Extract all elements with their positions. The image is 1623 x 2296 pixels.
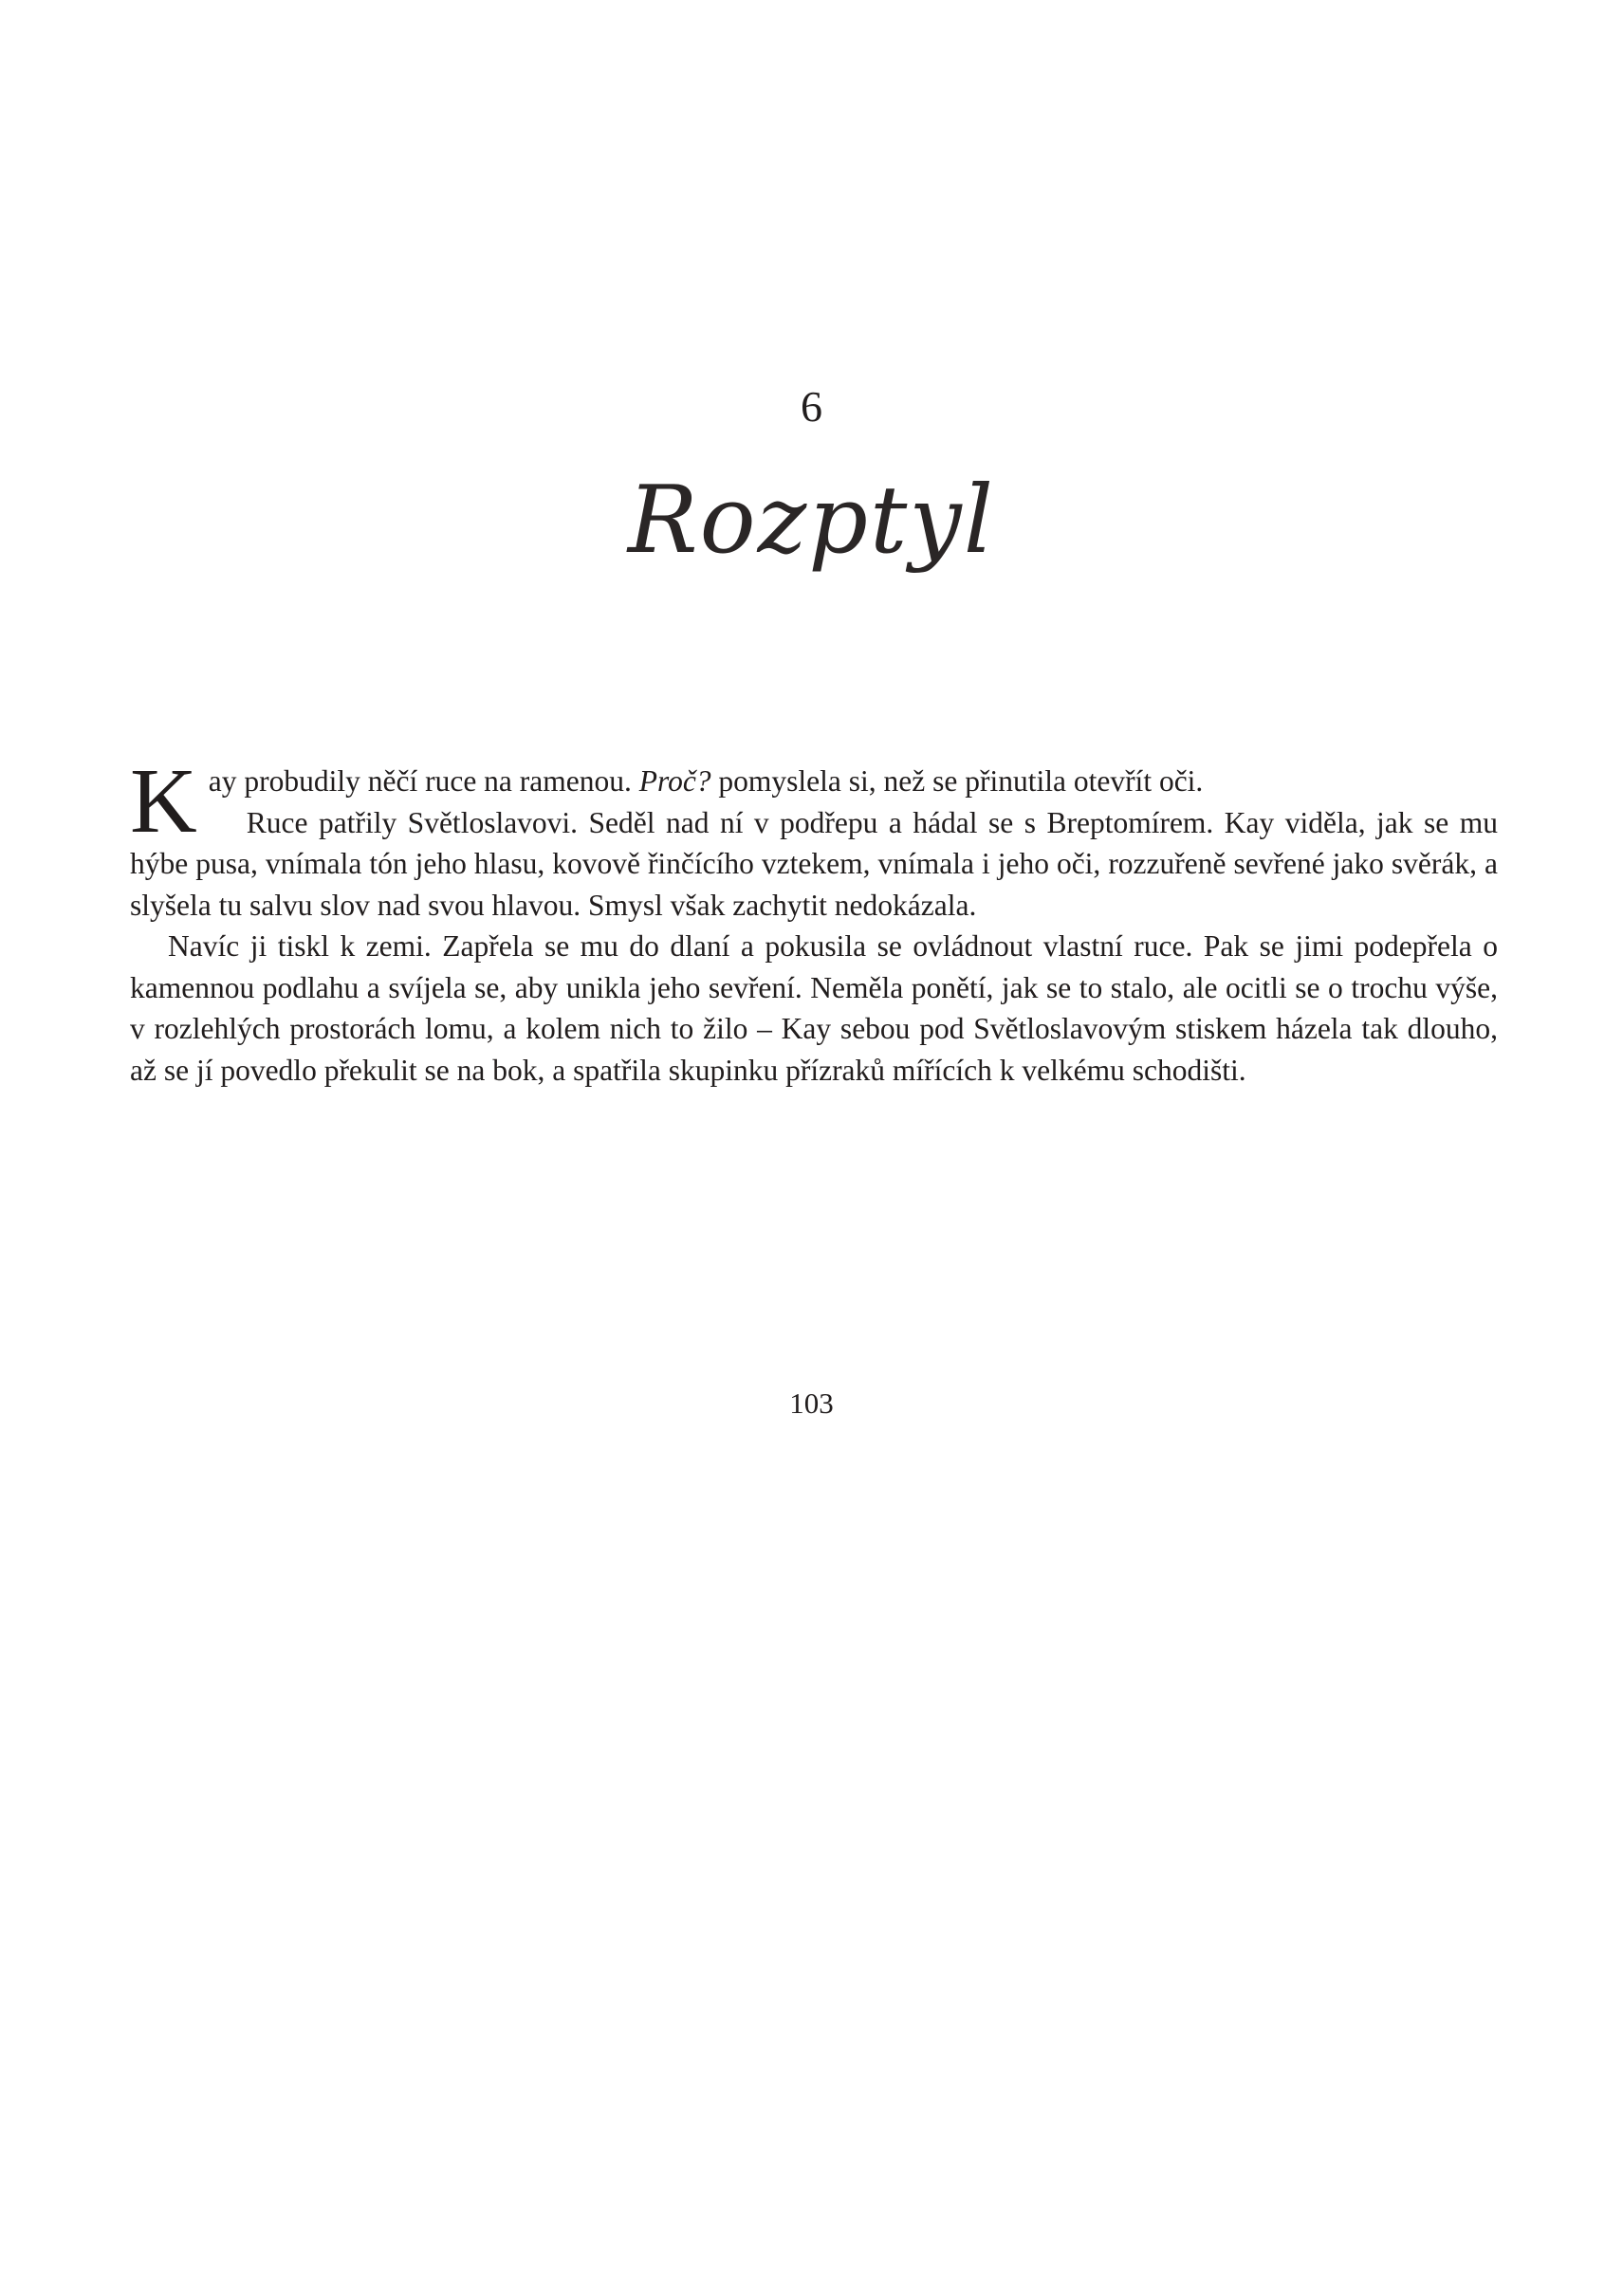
chapter-number: 6 xyxy=(801,382,822,431)
paragraph-opening xyxy=(130,750,1498,853)
chapter-title: Rozptyl xyxy=(627,467,996,575)
drop-cap: K xyxy=(130,750,197,853)
paragraph-text: pomyslela si, než se přinutila otevřít oči. xyxy=(710,764,1204,798)
italic-phrase: Proč? xyxy=(638,764,711,798)
paragraph-text: ay probudily něčí ruce na ramenou. xyxy=(208,764,639,798)
body-text xyxy=(130,750,1498,1091)
paragraph: Navíc ji tiskl k zemi. Zapřela se mu do dlaní a pokusila se ovládnout vlastní ruce. Pak se jimi podepřela o kamennou podlahu a svíjela se, aby unikla jeho sevření. Neměla ponětí, jak se to stalo, ale ocitli se o trochu výše, v rozlehlých prostorách lomu, a kolem nich to žilo – Kay sebou pod Světloslavovým stiskem házela tak dlouho, až se jí povedlo překulit se na bok, a spatřila skupinku přízraků mířících k velkému schodišti. xyxy=(130,929,1498,1087)
page-number: 103 xyxy=(789,1387,834,1420)
paragraph: Ruce patřily Světloslavovi. Seděl nad ní v podřepu a hádal se s Breptomírem. Kay viděla, jak se mu hýbe pusa, vnímala tón jeho hlasu, kovově řinčícího vztekem, vnímala i jeho oči, rozzuřeně sevřené jako svěrák, a slyšela tu salvu slov nad svou hlavou. Smysl však zachytit nedokázala. xyxy=(130,805,1498,922)
